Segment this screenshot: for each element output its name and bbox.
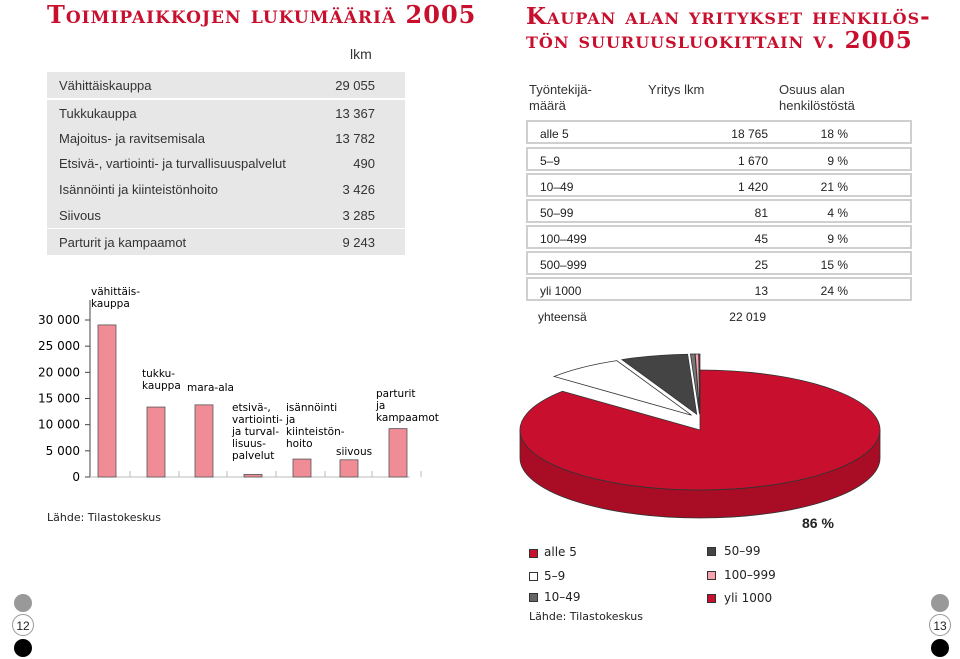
table-row — [526, 147, 912, 171]
row-size: 5–9 — [540, 154, 561, 168]
row-count: 1 670 — [737, 154, 768, 168]
bar-chart — [0, 280, 470, 500]
legend-label: 100–999 — [724, 568, 776, 582]
table-row — [526, 225, 912, 249]
bar-label: etsivä-, — [232, 402, 271, 414]
row-size: yhteensä — [538, 310, 587, 324]
bar-label: kauppa — [91, 298, 130, 310]
row-name: Parturit ja kampaamot — [59, 235, 187, 250]
bar-label: palvelut — [232, 450, 275, 462]
row-count: 13 — [754, 284, 768, 298]
row-count: 18 765 — [731, 127, 768, 141]
header-text: Työntekijä- — [529, 82, 592, 97]
bar-label: siivous — [336, 446, 373, 458]
row-count: 22 019 — [729, 310, 766, 324]
y-tick-label: 15 000 — [38, 391, 80, 406]
row-count: 45 — [754, 232, 768, 246]
row-value: 13 782 — [335, 131, 375, 146]
legend-label: alle 5 — [544, 545, 577, 559]
decor-dot — [14, 594, 32, 612]
table-row — [47, 100, 405, 126]
table-row — [47, 125, 405, 151]
legend-label: yli 1000 — [724, 591, 773, 605]
pie-chart — [515, 350, 905, 540]
y-tick-label: 20 000 — [38, 365, 80, 380]
row-share: 9 % — [827, 154, 848, 168]
row-size: 100–499 — [540, 232, 587, 246]
table-row — [526, 120, 912, 144]
table-row — [526, 277, 912, 301]
bar-label: lisuus- — [232, 438, 266, 450]
bar — [195, 405, 213, 477]
row-size: yli 1000 — [540, 284, 582, 298]
row-share: 24 % — [820, 284, 848, 298]
legend-label: 5–9 — [544, 569, 566, 583]
y-tick-label: 30 000 — [38, 313, 80, 327]
bar-label: kauppa — [142, 380, 181, 392]
row-value: 3 285 — [342, 208, 375, 223]
row-count: 25 — [754, 258, 768, 272]
bar-label: kiinteistön- — [286, 426, 345, 438]
row-value: 9 243 — [342, 235, 375, 250]
right-page-title — [526, 5, 931, 53]
table-row — [47, 176, 405, 202]
table-row — [526, 305, 912, 329]
row-share: 9 % — [827, 232, 848, 246]
header-text: Osuus alan — [779, 82, 845, 97]
table-row — [526, 199, 912, 223]
left-source: Lähde: Tilastokeskus — [47, 511, 162, 524]
table-row — [526, 251, 912, 275]
pie-data-label: 86 % — [802, 515, 834, 531]
bar — [147, 407, 165, 477]
page-number-left: 12 — [12, 614, 34, 636]
bar — [244, 474, 262, 477]
row-name: Isännöinti ja kiinteistönhoito — [59, 182, 218, 197]
bar-label: ja — [376, 400, 386, 412]
unit-label: lkm — [350, 46, 372, 62]
y-tick-label: 0 — [72, 470, 80, 484]
row-name: Majoitus- ja ravitsemisala — [59, 131, 205, 146]
row-size: 500–999 — [540, 258, 587, 272]
row-size: 10–49 — [540, 180, 574, 194]
table-row — [47, 202, 405, 228]
bar-label: isännöinti — [286, 402, 338, 414]
legend-swatch — [707, 594, 716, 603]
bar — [340, 460, 358, 477]
row-share: 18 % — [820, 127, 848, 141]
bar-label: kampaamot — [376, 412, 439, 424]
y-tick-label: 25 000 — [38, 339, 80, 354]
decor-dot — [14, 639, 32, 657]
legend-label: 50–99 — [724, 544, 761, 558]
row-name: Tukkukauppa — [59, 106, 137, 121]
legend-swatch — [529, 593, 538, 602]
row-value: 490 — [353, 156, 375, 171]
bar-label: mara-ala — [187, 382, 234, 394]
row-name: Siivous — [59, 208, 101, 223]
bar-label: ja turval- — [232, 426, 280, 438]
header-count: Yritys lkm — [648, 82, 705, 97]
right-source: Lähde: Tilastokeskus — [529, 610, 644, 623]
header-size — [529, 82, 592, 114]
row-share: 15 % — [820, 258, 848, 272]
title-line: tön suuruusluokittain v. 2005 — [526, 27, 913, 54]
title-line: Kaupan alan yritykset henkilös- — [526, 3, 931, 30]
bar-label: parturit — [376, 388, 416, 400]
header-share — [779, 82, 855, 114]
bar-label: vartiointi- — [232, 414, 283, 426]
row-size: 50–99 — [540, 206, 574, 220]
bar — [293, 459, 311, 477]
decor-dot — [931, 639, 949, 657]
legend-label: 10–49 — [544, 590, 581, 604]
pie-legend — [526, 544, 826, 608]
bar-label: tukku- — [142, 368, 176, 380]
row-name: Vähittäiskauppa — [59, 78, 152, 93]
legend-swatch — [529, 549, 538, 558]
table-row — [47, 72, 405, 98]
bar-label: ja — [286, 414, 296, 426]
y-tick-label: 5 000 — [45, 443, 80, 458]
row-value: 13 367 — [335, 106, 375, 121]
legend-swatch — [529, 572, 538, 581]
row-share: 4 % — [827, 206, 848, 220]
row-size: alle 5 — [540, 127, 569, 141]
row-share: 21 % — [820, 180, 848, 194]
row-name: Etsivä-, vartiointi- ja turvallisuuspalvelut — [59, 156, 286, 171]
row-count: 1 420 — [737, 180, 768, 194]
table-row — [47, 150, 405, 176]
bar — [389, 429, 407, 477]
decor-dot — [931, 594, 949, 612]
legend-swatch — [707, 547, 716, 556]
header-text: henkilöstöstä — [779, 98, 855, 113]
left-page-title: Toimipaikkojen lukumääriä 2005 — [47, 0, 477, 29]
legend-swatch — [707, 571, 716, 580]
bar — [98, 325, 116, 477]
row-value: 3 426 — [342, 182, 375, 197]
row-value: 29 055 — [335, 78, 375, 93]
table-row — [526, 173, 912, 197]
row-count: 81 — [754, 206, 768, 220]
bar-label: hoito — [286, 438, 313, 450]
y-tick-label: 10 000 — [38, 417, 80, 432]
header-text: määrä — [529, 98, 566, 113]
page-number-right: 13 — [929, 614, 951, 636]
bar-label: vähittäis- — [91, 286, 141, 298]
table-row — [47, 229, 405, 255]
